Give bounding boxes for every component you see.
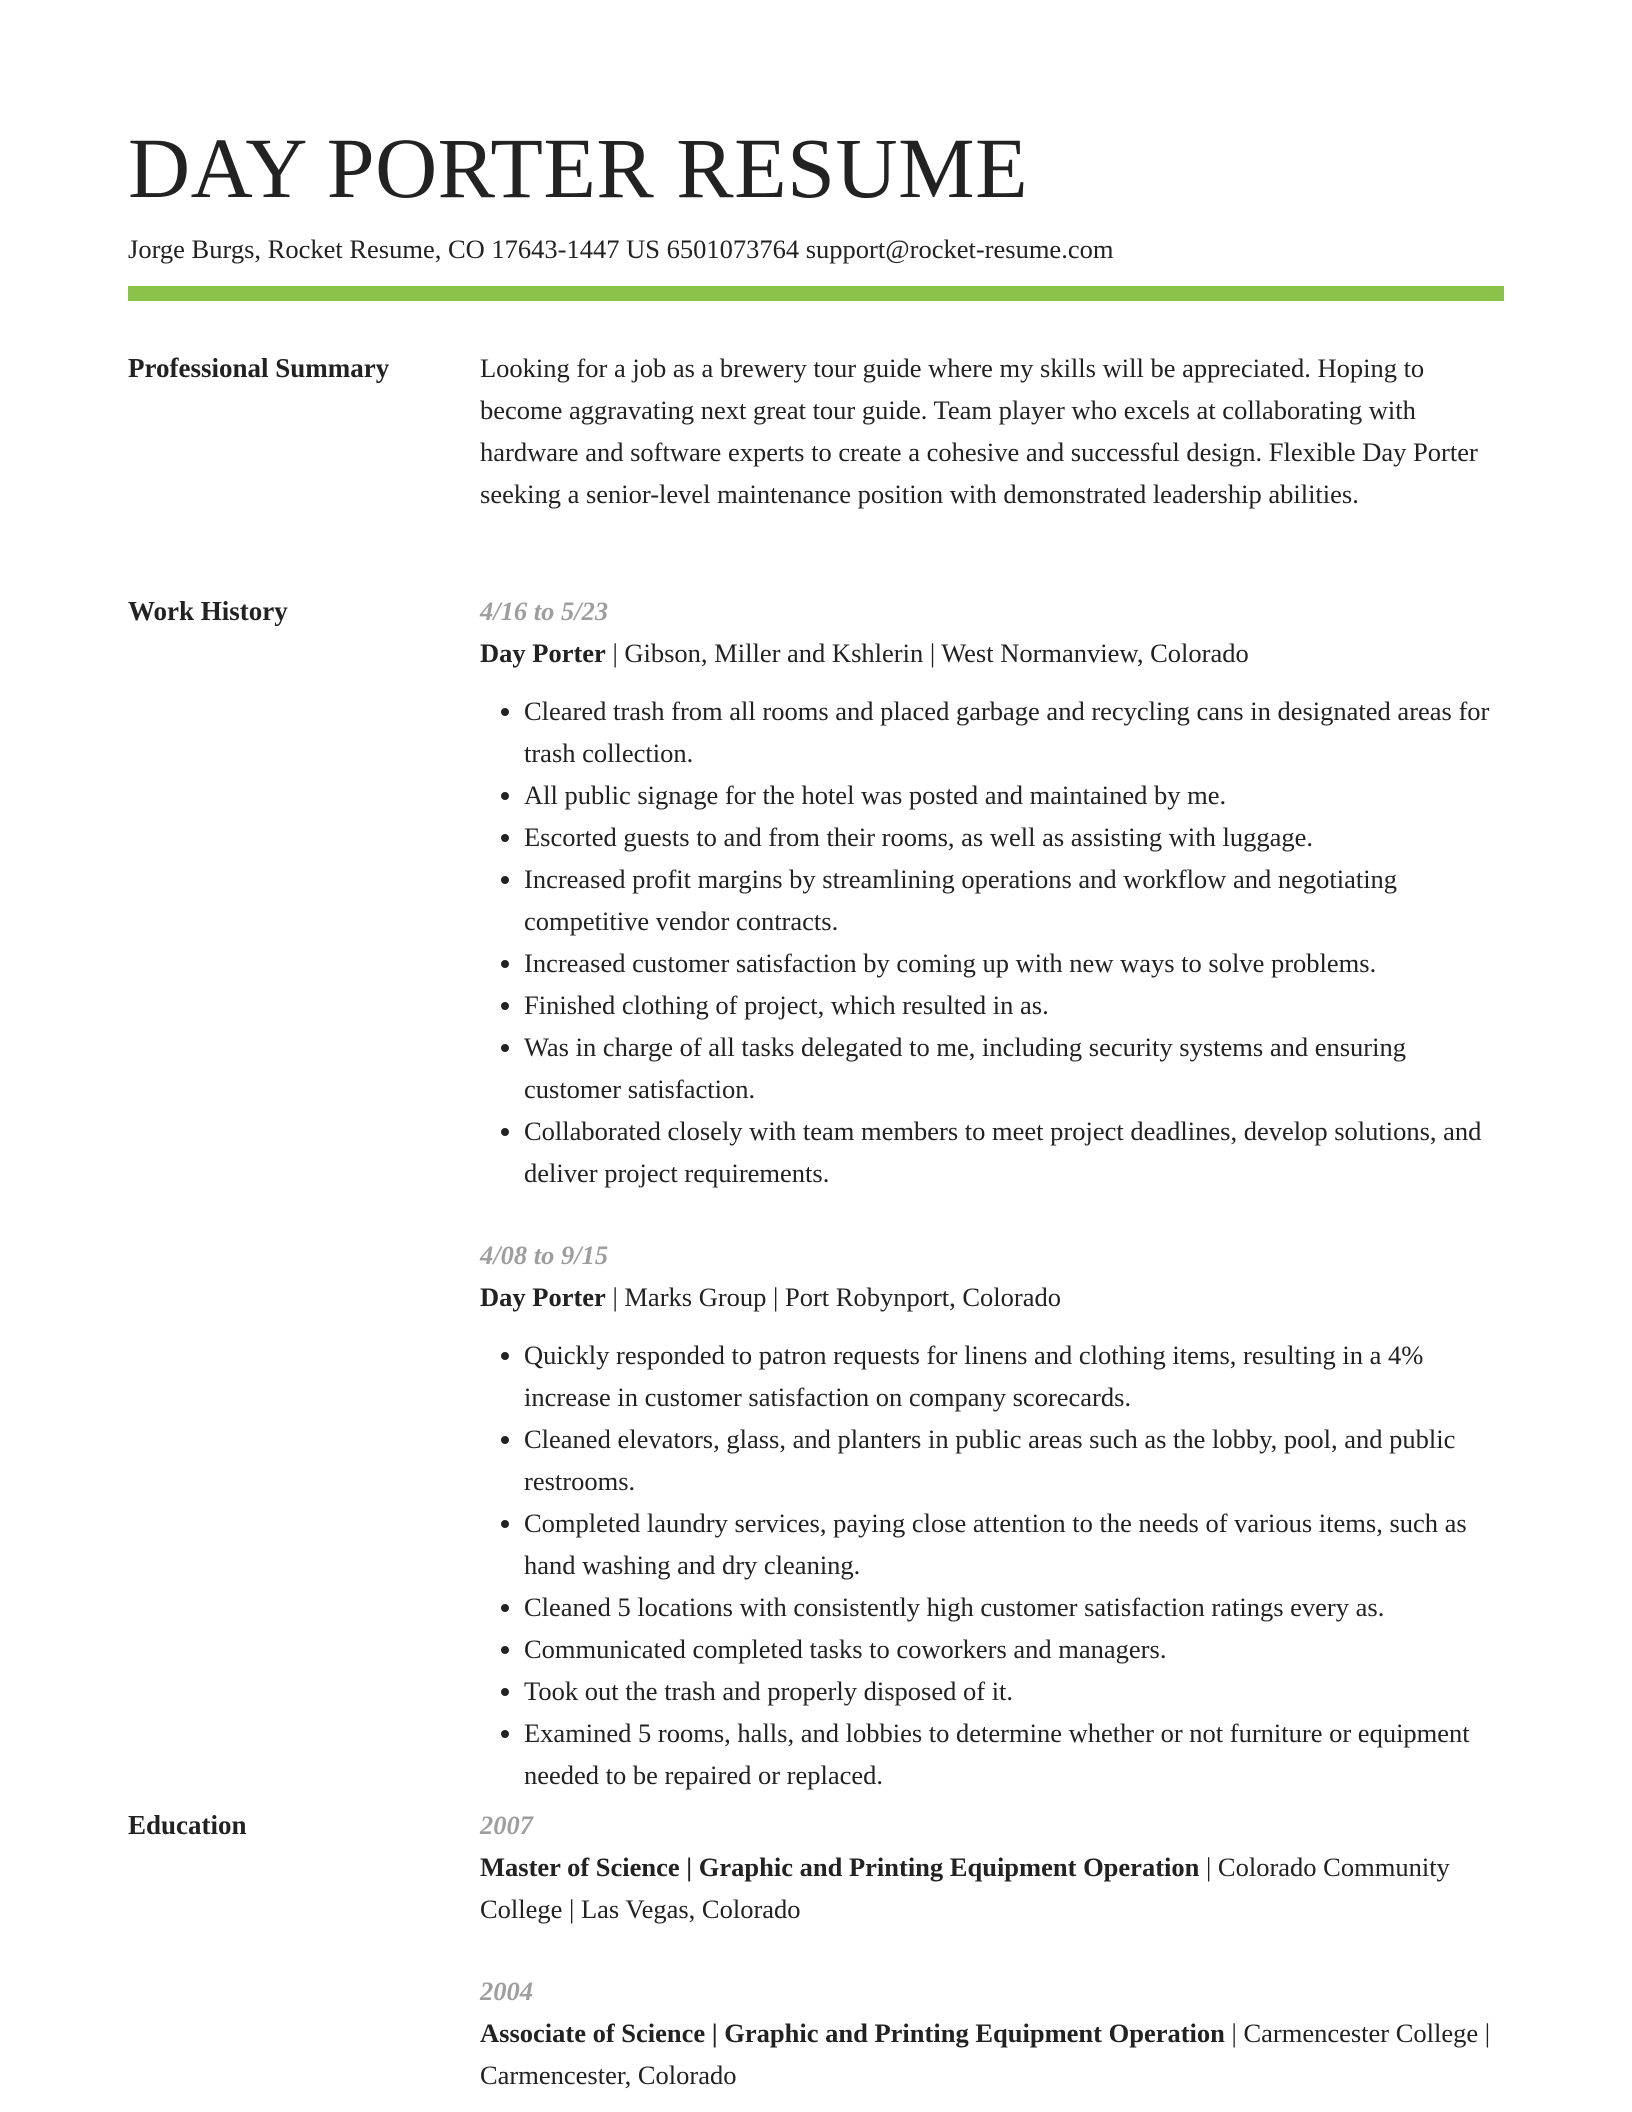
- contact-email: support@rocket-resume.com: [805, 234, 1114, 264]
- list-item: • Communicated completed tasks to coworkers and managers.: [524, 1628, 1504, 1670]
- school-details: | Carmencester College | Carmencester, Colorado: [480, 2018, 1491, 2090]
- list-item: • Quickly responded to patron requests for linens and clothing items, resulting in a 4% increase in customer satisfaction on company scorecards.: [524, 1334, 1504, 1418]
- education-year: 2004: [480, 1976, 533, 2006]
- list-item: • Increased profit margins by streamlining operations and workflow and negotiating competitive vendor contracts.: [524, 858, 1504, 942]
- header-divider: [128, 286, 1504, 301]
- education-entry: [480, 1804, 1504, 1930]
- school-details: | Colorado Community College | Las Vegas, Colorado: [480, 1852, 1450, 1924]
- education-label: Education: [128, 1810, 247, 1840]
- degree-heading: [480, 1846, 1504, 1930]
- education-entry: [480, 1970, 1504, 2096]
- job-title: Day Porter: [480, 638, 606, 668]
- education-body: [480, 1804, 1504, 2096]
- contact-name: Jorge Burgs,: [128, 234, 262, 264]
- list-item: • Cleaned elevators, glass, and planters in public areas such as the lobby, pool, and public restrooms.: [524, 1418, 1504, 1502]
- resume-title: DAY PORTER RESUME: [128, 120, 1029, 216]
- summary-text: Looking for a job as a brewery tour guide where my skills will be appreciated. Hoping to become aggravating next great tour guide. Team player who excels at collaborating with hardware and software experts to create a cohesive and successful design. Flexible Day Porter seeking a senior-level maintenance position with demonstrated leadership abilities.: [480, 353, 1478, 509]
- summary-body: [480, 347, 1504, 515]
- contact-company: Rocket Resume,: [267, 234, 442, 264]
- list-item: • Increased customer satisfaction by coming up with new ways to solve problems.: [524, 942, 1504, 984]
- contact-state-zip: CO 17643-1447: [447, 234, 620, 264]
- job-bullets: [480, 690, 1504, 1194]
- list-item: • All public signage for the hotel was posted and maintained by me.: [524, 774, 1504, 816]
- list-item: • Was in charge of all tasks delegated to me, including security systems and ensuring customer satisfaction.: [524, 1026, 1504, 1110]
- job-title: Day Porter: [480, 1282, 606, 1312]
- degree-heading: [480, 2012, 1504, 2096]
- contact-phone: 6501073764: [666, 234, 800, 264]
- summary-label: Professional Summary: [128, 353, 390, 383]
- list-item: • Cleared trash from all rooms and placed garbage and recycling cans in designated areas for trash collection.: [524, 690, 1504, 774]
- job-entry: [480, 590, 1504, 1194]
- degree-title: Master of Science | Graphic and Printing Equipment Operation: [480, 1852, 1200, 1882]
- job-heading: [480, 632, 1504, 674]
- job-dates: 4/08 to 9/15: [480, 1240, 609, 1270]
- contact-line: [128, 232, 1113, 266]
- list-item: • Completed laundry services, paying close attention to the needs of various items, such as hand washing and dry cleaning.: [524, 1502, 1504, 1586]
- list-item: • Took out the trash and properly disposed of it.: [524, 1670, 1504, 1712]
- list-item: • Cleaned 5 locations with consistently high customer satisfaction ratings every as.: [524, 1586, 1504, 1628]
- degree-title: Associate of Science | Graphic and Printing Equipment Operation: [480, 2018, 1225, 2048]
- job-details: | Gibson, Miller and Kshlerin | West Normanview, Colorado: [605, 638, 1249, 668]
- job-dates: 4/16 to 5/23: [480, 596, 609, 626]
- work-history-label: Work History: [128, 596, 288, 626]
- list-item: • Escorted guests to and from their rooms, as well as assisting with luggage.: [524, 816, 1504, 858]
- work-history-body: [480, 590, 1504, 1796]
- job-bullets: [480, 1334, 1504, 1796]
- list-item: • Finished clothing of project, which resulted in as.: [524, 984, 1504, 1026]
- list-item: • Collaborated closely with team members to meet project deadlines, develop solutions, and deliver project requirements.: [524, 1110, 1504, 1194]
- job-details: | Marks Group | Port Robynport, Colorado: [605, 1282, 1062, 1312]
- list-item: • Examined 5 rooms, halls, and lobbies to determine whether or not furniture or equipment needed to be repaired or replaced.: [524, 1712, 1504, 1796]
- job-heading: [480, 1276, 1504, 1318]
- job-entry: [480, 1234, 1504, 1796]
- education-year: 2007: [480, 1810, 533, 1840]
- contact-country: US: [626, 234, 660, 264]
